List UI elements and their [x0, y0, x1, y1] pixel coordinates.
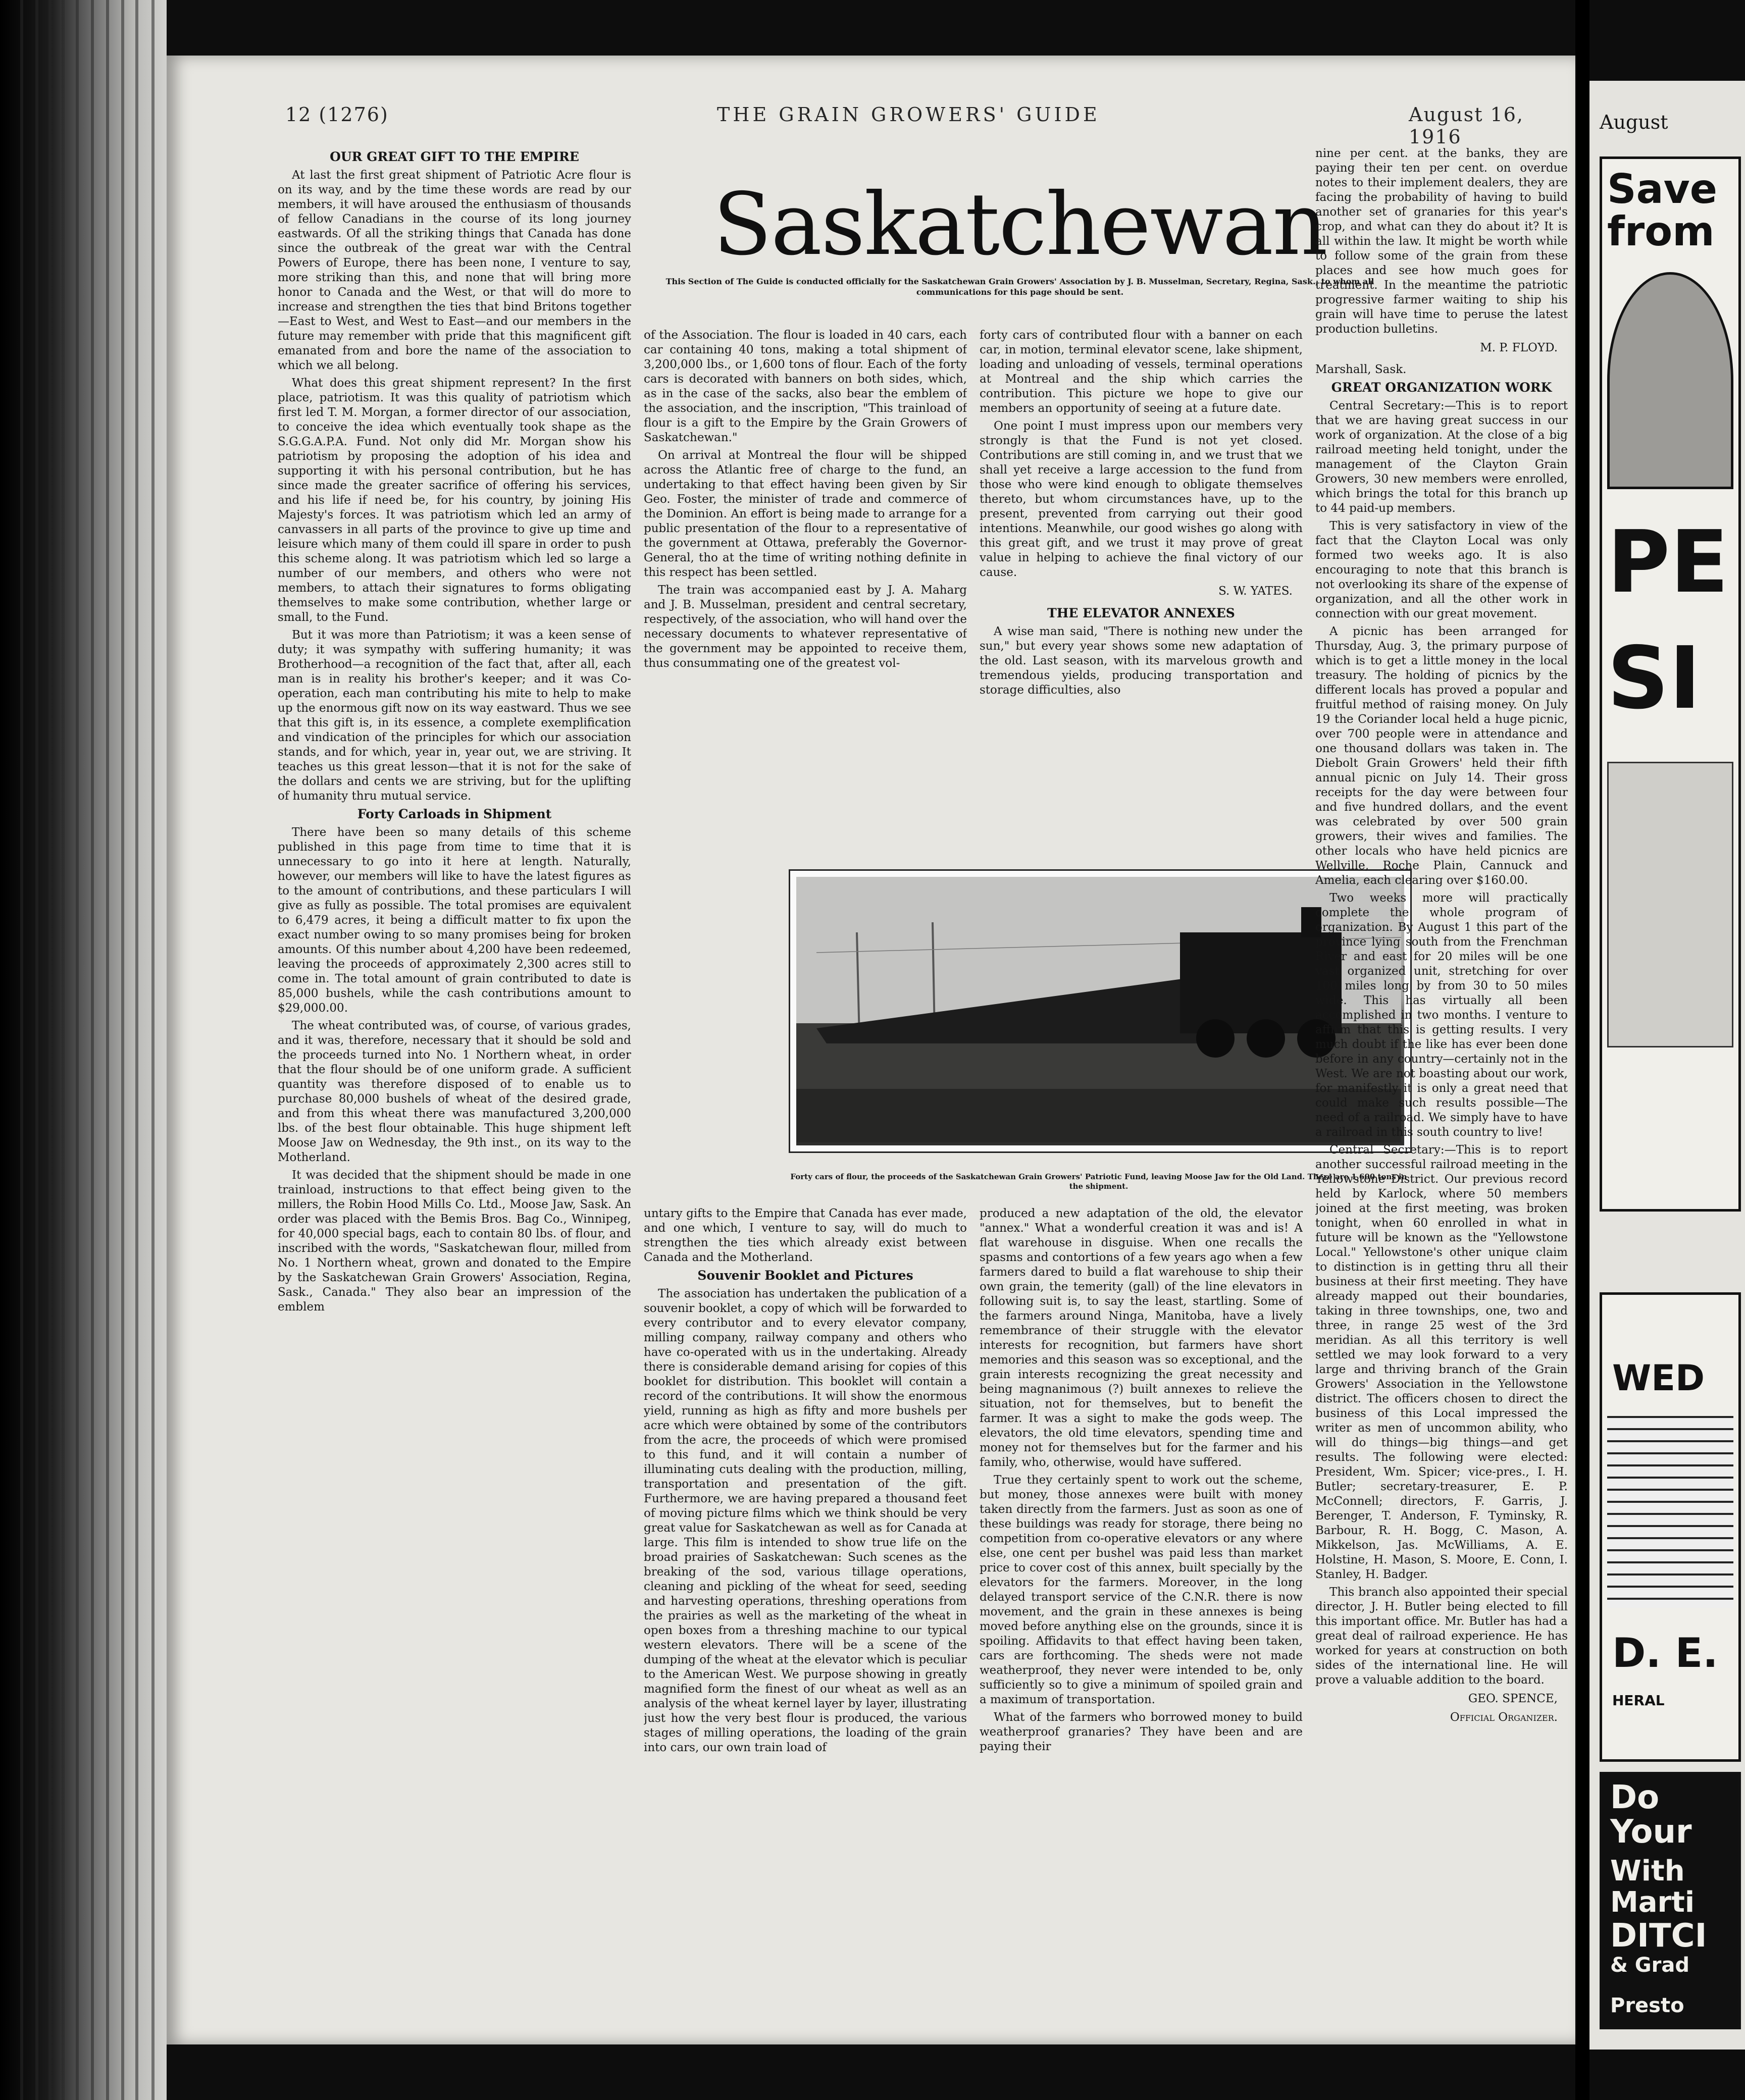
dateline: Marshall, Sask. — [1315, 363, 1407, 376]
paragraph: A wise man said, "There is nothing new under the sun," but every year shows some new adaptation of the old. Last season, with its marvelous growth and tremendous yields, producing transportation and storage difficulties, also — [980, 625, 1303, 697]
subheading: Souvenir Booklet and Pictures — [697, 1268, 913, 1283]
article-heading: OUR GREAT GIFT TO THE EMPIRE — [330, 149, 579, 164]
paragraph: On arrival at Montreal the flour will be shipped across the Atlantic free of charge to the fund, an undertaking to that effect having been given by Sir Geo. Foster, the minister of trade and commerce of the Dominion. An effort is being made to arrange for a public presentation of the flour to a representative of the government at Ottawa, preferably the Governor-General, tho at the time of writing nothing definite in this respect has been settled. — [644, 449, 967, 579]
paragraph: True they certainly spent to work out the scheme, but money, those annexes were built with money taken directly from the farmers. Just as soon as one of these buildings was ready for storage, there being no competition from co-operative elevators or any where else, one cent per bushel was paid less than market price to cover cost of this annex, built specially by the elevators for the farmers. Moreover, in the long delayed transport service of the C.N.R. there is now movement, and the grain in these annexes is being moved before anything else on the grounds, since it is spoiling. Affidavits to that effect having been taken, cars are forthcoming. The sheds were not made weatherproof, they never were intended to be, only sufficiently so to give a minimum of spoiled grain and a maximum of transportation. — [980, 1474, 1303, 1706]
subheading: Forty Carloads in Shipment — [357, 807, 552, 821]
paragraph: What of the farmers who borrowed money to build weatherproof granaries? They have been and are paying their — [980, 1711, 1303, 1753]
ad-text: Marti — [1610, 1886, 1695, 1919]
signature: S. W. YATES. — [1218, 585, 1293, 598]
paragraph: nine per cent. at the banks, they are paying their ten per cent. on overdue notes to their implement dealers, they are facing the probability of having to build another set of granaries for this year's crop, and what can they do about it? It is all within the law. It might be worth while to follow some of the grain from these places and see how much goes for treatment. In the meantime the patriotic progressive farmer waiting to ship his grain will have time to peruse the latest production bulletins. — [1315, 147, 1568, 336]
paragraph: Central Secretary:—This is to report another successful railroad meeting in the Yellowstone District. Our previous record held by Karlock, where 50 members joined at the first meeting, was broken tonight, when 60 enrolled in what in future will be known as the "Yellowstone Local." Yellowstone's other unique claim to distinction is in getting thru all their business at their first meeting. They have already mapped out their boundaries, taking in three townships, one, two and three, in range 25 west of the 3rd meridian. As all this territory is well settled we may look forward to a very large and thriving branch of the Grain Growers' Association in the Yellowstone district. The officers chosen to direct the business of this Local impressed the writer as men of uncommon ability, who will do things—big things—and get results. The following were elected: President, Wm. Spicer; vice-pres., I. H. Butler; secretary-treasurer, E. P. McConnell; directors, F. Garris, J. Berenger, T. Anderson, F. Tyminsky, R. Barbour, R. H. Bogg, C. Mason, A. Mikkelson, Jas. McWilliams, A. E. Holstine, H. Mason, S. Moore, E. Conn, I. Stanley, H. Badger. — [1315, 1143, 1568, 1581]
ad-text: With — [1610, 1855, 1685, 1887]
article-heading: THE ELEVATOR ANNEXES — [1047, 606, 1235, 620]
paragraph: At last the first great shipment of Patriotic Acre flour is on its way, and by the time these words are read by our members, it will have aroused the enthusiasm of thousands of fellow Canadians in the course of its long journey eastwards. Of all the striking things that Canada has done since the outbreak of the great war with the Central Powers of Europe, there has been none, I venture to say, more striking than this, and none that will bring more honor to Canada and the West, or that will do more to increase and strengthen the ties that bind Britons together—East to West, and West to East—and our members in the future may remember with pride that this magnificent gift emanated from and bore the name of the association to which we all belong. — [278, 169, 631, 372]
column-3-bottom — [980, 1206, 1303, 2014]
paragraph: It was decided that the shipment should be made in one trainload, instructions to that effect being given to the millers, the Robin Hood Mills Co. Ltd., Moose Jaw, Sask. An order was placed with the Bemis Bros. Bag Co., Winnipeg, for 40,000 special bags, each to contain 80 lbs. of flour, and inscribed with the words, "Saskatchewan flour, milled from No. 1 Northern wheat, grown and donated to the Empire by the Saskatchewan Grain Growers' Association, Regina, Sask., Canada." They also bear an impression of the emblem — [278, 1169, 631, 1314]
column-4 — [1315, 146, 1568, 1989]
column-3-top — [980, 328, 1303, 848]
paragraph: This is very satisfactory in view of the fact that the Clayton Local was only formed two weeks ago. It is also encouraging to note that this branch is not overlooking its share of the expense of organization, and all the other work in connection with our great movement. — [1315, 519, 1568, 620]
paragraph: A picnic has been arranged for Thursday, Aug. 3, the primary purpose of which is to get a little money in the local treasury. The holding of picnics by the different locals has proved a popular and fruitful method of raising money. On July 19 the Coriander local held a huge picnic, over 700 people were in attendance and one thousand dollars was taken in. The Diebolt Grain Growers' held their fifth annual picnic on July 14. Their gross receipts for the day were between four and five hundred dollars, and the event was celebrated by over 500 grain growers, their wives and families. The other locals who have held picnics are Wellville, Roche Plain, Cannuck and Amelia, each clearing over $160.00. — [1315, 625, 1568, 887]
advertisement-save — [1600, 156, 1741, 1212]
photo-caption: Forty cars of flour, the proceeds of the Saskatchewan Grain Growers' Patriotic Fund, leaving Moose Jaw for the Old Land. There are 1,600 tons in the shipment. — [790, 1172, 1407, 1191]
article-heading: GREAT ORGANIZATION WORK — [1331, 380, 1552, 395]
ad-text: Save — [1607, 166, 1718, 213]
advertisement-wedding — [1600, 1292, 1741, 1762]
ad-text: SI — [1607, 628, 1701, 728]
column-1 — [278, 146, 631, 1989]
ad-illustration — [1607, 762, 1733, 1047]
ad-text: from — [1607, 208, 1715, 255]
signature: M. P. FLOYD. — [1480, 341, 1558, 354]
ad-small-print — [1607, 1416, 1733, 1608]
signature: GEO. SPENCE, — [1468, 1692, 1558, 1705]
ad-text: DITCI — [1610, 1917, 1707, 1955]
page-number: 12 (1276) — [285, 103, 389, 126]
ad-text: D. E. — [1612, 1630, 1718, 1676]
book-spine — [0, 0, 167, 2100]
advertisement-ditcher — [1600, 1772, 1741, 2029]
paragraph: Central Secretary:—This is to report that we are having great success in our work of organization. At the close of a big railroad meeting held tonight, under the management of the Clayton Grain Growers, 30 new members were enrolled, which brings the total for this branch up to 44 paid-up members. — [1315, 399, 1568, 515]
paragraph: of the Association. The flour is loaded in 40 cars, each car containing 40 tons, making a total shipment of 3,200,000 lbs., or 1,600 tons of flour. Each of the forty cars is decorated with banners on both sides, which, as in the case of the sacks, also bear the emblem of the association, and the inscription, "This trainload of flour is a gift to the Empire by the Grain Growers of Saskatchewan." — [644, 329, 967, 444]
paragraph: One point I must impress upon our members very strongly is that the Fund is not yet closed. Contributions are still coming in, and we trust that we shall yet receive a large accession to the fund from those who were kind enough to obligate themselves thereto, but whom circumstances have, up to the present, prevented from carrying out their good intentions. Meanwhile, our good wishes go along with this great gift, and we trust it may prove of great value in helping to achieve the final victory of our cause. — [980, 419, 1303, 579]
ad-text: PE — [1607, 512, 1729, 612]
adjacent-page — [1589, 81, 1745, 2050]
column-2-top — [644, 328, 967, 848]
newspaper-page — [167, 56, 1575, 2044]
ad-text: Presto — [1610, 1994, 1684, 2017]
train-image — [796, 877, 1401, 1142]
column-2-bottom — [644, 1206, 967, 2014]
section-title: Saskatchewan — [713, 175, 1327, 275]
page-gutter — [1575, 0, 1589, 2100]
paragraph: untary gifts to the Empire that Canada has ever made, and one which, I venture to say, will do much to strengthen the ties which already exist between Canada and the Motherland. — [644, 1207, 967, 1264]
paragraph: But it was more than Patriotism; it was a keen sense of duty; it was sympathy with suffering humanity; it was Brotherhood—a recognition of the fact that, after all, each man is in reality his brother's keeper; and it was Co-operation, each man contributing his mite to help to make up the enormous gift now on its way eastward. Thus we see that this gift is, in its essence, a complete exemplification and vindication of the principles for which our association stands, and for which, year in, year out, we are striving. It teaches us this great lesson—that it is not for the sake of the dollars and cents we are striving, but for the uplifting of humanity thru mutual service. — [278, 628, 631, 803]
paragraph: The wheat contributed was, of course, of various grades, and it was, therefore, necessary that it should be sold and the proceeds turned into No. 1 Northern wheat, in order that the flour should be of one uniform grade. A sufficient quantity was therefore disposed of to enable us to purchase 80,000 bushels of wheat of the desired grade, and from this wheat there was manufactured 3,200,000 lbs. of the best flour obtainable. This huge shipment left Moose Jaw on Wednesday, the 9th inst., on its way to the Motherland. — [278, 1019, 631, 1164]
ad-text: HERAL — [1612, 1692, 1665, 1709]
ad-text: Do — [1610, 1779, 1660, 1816]
paragraph: The association has undertaken the publication of a souvenir booklet, a copy of which will be forwarded to every contributor and to every elevator company, milling company, railway company and others who have co-operated with us in the undertaking. Already there is considerable demand arising for copies of this booklet for distribution. This booklet will contain a record of the contributions. It will show the enormous yield, running as high as fifty and more bushels per acre which were obtained by some of the contributors from the acre, the proceeds of which were promised to this fund, and it will contain a number of illuminating cuts dealing with the production, milling, transportation and presentation of the gift. Furthermore, we are having prepared a thousand feet of moving picture films which we think should be very great value for Saskatchewan as well as for Canada at large. This film is intended to show true life on the broad prairies of Saskatchewan: Such scenes as the breaking of the sod, various tillage operations, cleaning and pickling of the wheat for seed, seeding and harvesting operations, threshing operations from the prairies as well as the marketing of the wheat in open boxes from a threshing machine to our typical western elevators. There will be a scene of the dumping of the wheat at the elevator which is peculiar to the American West. We purpose showing in greatly magnified form the finest of our wheat as well as an analysis of the wheat kernel layer by layer, illustrating just how the very best flour is produced, the various stages of milling operations, the loading of the grain into cars, our own train load of — [644, 1287, 967, 1754]
paragraph: There have been so many details of this scheme published in this page from time to time that it is unnecessary to go into it here at length. Naturally, however, our members will like to have the latest figures as to the amount of contributions, and these particulars I will give as fully as possible. The total promises are equivalent to 6,479 acres, it being a difficult matter to fix upon the exact number owing to so many promises being for broken amounts. Of this number about 4,200 have been redeemed, leaving the proceeds of approximately 2,300 acres still to come in. The total amount of grain contributed to date is 85,000 bushels, while the cash contributions amount to $29,000.00. — [278, 826, 631, 1015]
section-masthead — [651, 175, 1389, 298]
adjacent-header: August — [1600, 111, 1668, 133]
paragraph: The train was accompanied east by J. A. Maharg and J. B. Musselman, president and central secretary, respectively, of the association, who will hand over the necessary documents to whatever representative of the government may be appointed to receive them, thus consummating one of the greatest vol- — [644, 584, 967, 670]
section-note: This Section of The Guide is conducted officially for the Saskatchewan Grain Growers' Association by J. B. Musselman, Secretary, Regina, Sask., to whom all communications for this page should be sent. — [665, 277, 1374, 297]
paragraph: forty cars of contributed flour with a banner on each car, in motion, terminal elevator scene, lake shipment, loading and unloading of vessels, terminal operations at Montreal and the ship which carries the contribution. This picture we hope to give our members an opportunity of seeing at a future date. — [980, 329, 1303, 415]
paragraph: This branch also appointed their special director, J. H. Butler being elected to fill this important office. Mr. Butler has had a great deal of railroad experience. He has worked for years at construction on both sides of the international line. He will prove a valuable addition to the board. — [1315, 1586, 1568, 1687]
signature-title: Official Organizer. — [1450, 1711, 1558, 1724]
ad-text: WED — [1612, 1357, 1705, 1399]
ad-illustration — [1607, 272, 1733, 489]
ad-text: & Grad — [1610, 1954, 1689, 1977]
paragraph: Two weeks more will practically complete the whole program of organization. By August 1 this part of the province lying south from the Frenchman River and east for 20 miles will be one vast organized unit, stretching for over 100 miles long by from 30 to 50 miles wide. This has virtually all been accomplished in two months. I venture to affirm that this is getting results. I very much doubt if the like has ever been done before in any country—certainly not in the West. We are not boasting about our work, for manifestly it is only a great need that could make such results possible—The need of a railroad. We simply have to have a railroad in this south country to live! — [1315, 891, 1568, 1139]
photo-scene — [796, 877, 1404, 1145]
ad-text: Your — [1610, 1813, 1692, 1851]
paragraph: produced a new adaptation of the old, the elevator "annex." What a wonderful creation it was and is! A flat warehouse in disguise. When one recalls the spasms and contortions of a few years ago when a few farmers dared to build a flat warehouse to ship their own grain, the temerity (gall) of the line elevators in following suit is, to say the least, startling. Some of the farmers around Ninga, Manitoba, have a lively remembrance of their struggle with the elevator interests for recognition, but farmers have short memories and this season was so exceptional, and the grain interests recognizing the great necessity and being magnanimous (?) built annexes to relieve the situation, not for themselves, but to benefit the farmer. It was a sight to make the gods weep. The elevators, the old time elevators, spending time and money not for themselves but for the farmer and his family, who, otherwise, would have suffered. — [980, 1207, 1303, 1469]
publication-title: THE GRAIN GROWERS' GUIDE — [717, 103, 1100, 126]
paragraph: What does this great shipment represent? In the first place, patriotism. It was this quality of patriotism which first led T. M. Morgan, a former director of our association, to conceive the idea which eventually took shape as the S.G.G.A.P.A. Fund. Not only did Mr. Morgan show his patriotism by proposing the adoption of his idea and supporting it with his personal contribution, but he has since made the greater sacrifice of offering his services, and his life if need be, for his country, by joining His Majesty's forces. It was patriotism which led an army of canvassers in all parts of the province to give up time and leisure which many of them could ill spare in order to push this scheme along. It was patriotism which led so large a number of our members, and others who were not members, to attach their signatures to forms obligating themselves to make some contribution, whether large or small, to the Fund. — [278, 377, 631, 624]
issue-date: August 16, 1916 — [1409, 103, 1524, 148]
